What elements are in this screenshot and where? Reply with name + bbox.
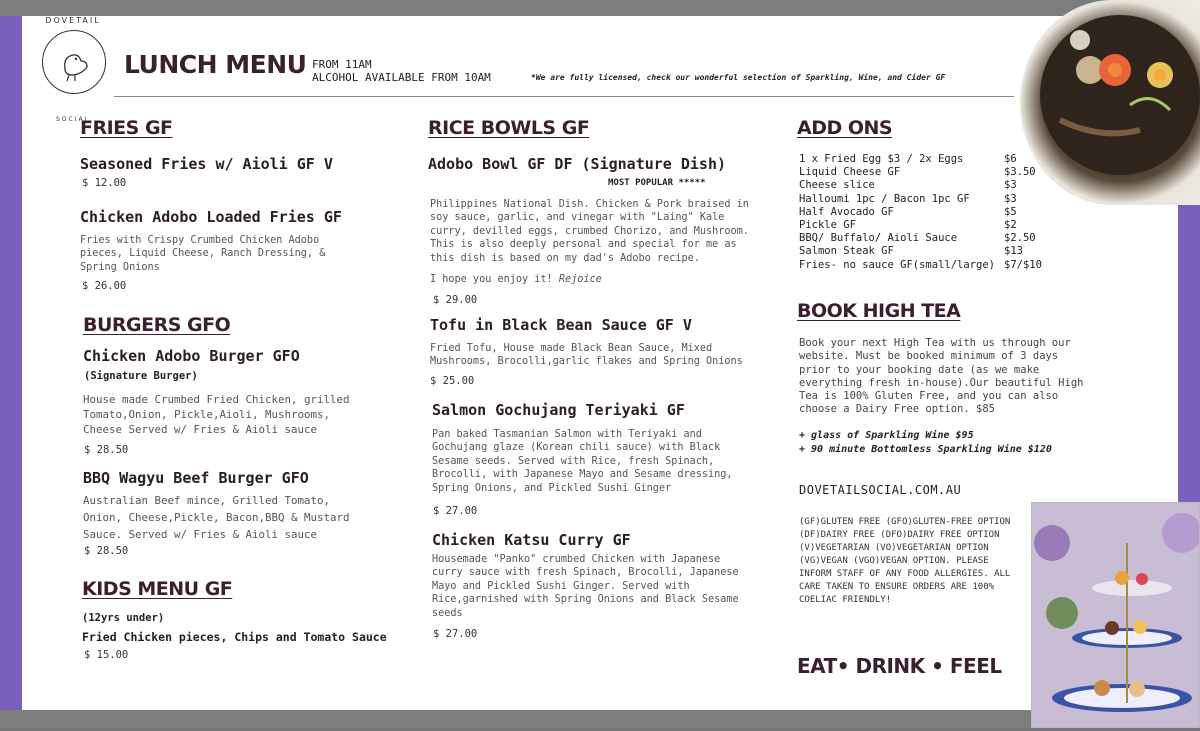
addon-name: Salmon Steak GF: [799, 245, 894, 258]
rice-4-name: Chicken Katsu Curry GF: [432, 531, 631, 549]
rice-1-desc2: [430, 273, 760, 286]
addon-row: [799, 206, 1059, 219]
addon-row: [799, 219, 1059, 232]
addon-row: [799, 259, 1059, 272]
bottom-border: [0, 710, 1200, 728]
rice-2-desc: Fried Tofu, House made Black Bean Sauce, Mixed Mushrooms, Brocolli,garlic flakes and Spring Onions: [430, 343, 743, 368]
addons-heading: ADD ONS: [797, 117, 893, 139]
burger-1-desc: House made Crumbed Fried Chicken, grilled Tomato,Onion, Pickle,Aioli, Mushrooms, Cheese Served w/ Fries & Aioli sauce: [83, 393, 350, 436]
addon-name: Pickle GF: [799, 219, 856, 232]
addons-list: [799, 153, 1059, 272]
hightea-option-1: + glass of Sparkling Wine $95: [799, 430, 974, 441]
addon-price: $2.50: [1004, 232, 1036, 245]
addon-row: [799, 193, 1059, 206]
addon-name: 1 x Fried Egg $3 / 2x Eggs: [799, 153, 964, 165]
hours-from: FROM 11AM: [312, 58, 372, 71]
rice-3-desc: Pan baked Tasmanian Salmon with Teriyaki and Gochujang glaze (Korean chili sauce) with Black Sesame seeds. Served with Rice, fresh Spinach, Brocolli, with Japanese Mayo and Sesame dressing, Spring Onions, and Pickled Sushi Ginger: [432, 429, 733, 494]
rice-1-desc2-text: I hope you enjoy it!: [430, 274, 553, 285]
addon-price: $5: [1004, 205, 1017, 218]
licensed-note: *We are fully licensed, check our wonderful selection of Sparkling, Wine, and Cider GF: [531, 73, 946, 82]
kids-sub: (12yrs under): [82, 612, 165, 624]
addon-price: $6: [1004, 153, 1017, 165]
rice-2-name: Tofu in Black Bean Sauce GF V: [430, 316, 692, 334]
rice-1-price: $ 29.00: [433, 294, 478, 306]
addon-name: BBQ/ Buffalo/ Aioli Sauce: [799, 232, 958, 245]
burger-2-price: $ 28.50: [84, 545, 129, 557]
burger-2-desc: Australian Beef mince, Grilled Tomato, Onion, Cheese,Pickle, Bacon,BBQ & Mustard Sauce. Served w/ Fries & Aioli sauce: [83, 494, 350, 541]
addon-price: $7/$10: [1004, 258, 1042, 271]
logo-brand-top: DOVETAIL: [45, 16, 101, 25]
rice-4-price: $ 27.00: [433, 628, 478, 640]
rice-1-badge: MOST POPULAR *****: [608, 178, 706, 188]
burger-1-name: Chicken Adobo Burger GFO: [83, 347, 300, 365]
tagline: EAT• DRINK • FEEL: [797, 654, 1002, 678]
dovetail-logo: [42, 30, 106, 94]
addon-price: $3.50: [1004, 166, 1036, 179]
addon-row: [799, 179, 1059, 192]
addon-name: Fries- no sauce GF(small/large): [799, 258, 995, 271]
addon-name: Cheese slice: [799, 179, 875, 192]
left-purple-band: [0, 16, 22, 710]
rice-3-name: Salmon Gochujang Teriyaki GF: [432, 401, 685, 419]
website-link[interactable]: DOVETAILSOCIAL.COM.AU: [799, 483, 962, 497]
rice-4-desc: Housemade "Panko" crumbed Chicken with Japanese curry sauce with fresh Spinach, Brocolli, Japanese Mayo and Pickled Sushi Ginger. Served with Rice,garnished with Spring Onions and Black Sesame seeds: [432, 554, 739, 619]
fries-item-1-name: Seasoned Fries w/ Aioli GF V: [80, 155, 333, 173]
addon-price: $13: [1004, 245, 1023, 258]
addon-name: Liquid Cheese GF: [799, 166, 901, 179]
fries-heading: FRIES GF: [80, 117, 173, 139]
kids-item: Fried Chicken pieces, Chips and Tomato Sauce: [82, 630, 387, 644]
rice-3-price: $ 27.00: [433, 505, 478, 517]
burgers-heading: BURGERS GFO: [83, 314, 231, 336]
page-title: LUNCH MENU: [124, 50, 307, 79]
top-border: [0, 0, 1200, 16]
addon-row: [799, 166, 1059, 179]
burger-1-price: $ 28.50: [84, 444, 129, 456]
rice-2-price: $ 25.00: [430, 375, 475, 387]
hightea-heading: BOOK HIGH TEA: [797, 300, 961, 322]
addon-price: $3: [1004, 179, 1017, 192]
rice-heading: RICE BOWLS GF: [428, 117, 590, 139]
dietary-legend: (GF)GLUTEN FREE (GFO)GLUTEN-FREE OPTION (DF)DAIRY FREE (DFO)DAIRY FREE OPTION (V)VEGETARIAN (VO)VEGETARIAN OPTION (VG)VEGAN (VGO)VEGAN OPTION. PLEASE INFORM STAFF OF ANY FOOD ALLERGIES. ALL CARE TAKEN TO ENSURE ORDERS ARE 100% COELIAC FRIENDLY!: [799, 517, 1011, 605]
addon-name: Half Avocado GF: [799, 205, 894, 218]
kids-heading: KIDS MENU GF: [82, 578, 233, 600]
addon-name: Halloumi 1pc / Bacon 1pc GF: [799, 192, 970, 205]
addon-price: $2: [1004, 219, 1017, 232]
fries-item-2-price: $ 26.00: [82, 280, 127, 292]
hightea-desc: Book your next High Tea with us through our website. Must be booked minimum of 3 days prior to your booking date (as we make everything fresh in-house).Our beautiful High Tea is 100% Gluten Free, and you can also choose a Dairy Free option. $85: [799, 337, 1084, 416]
fries-item-1-price: $ 12.00: [82, 177, 127, 189]
alcohol-hours: ALCOHOL AVAILABLE FROM 10AM: [312, 71, 491, 84]
addon-row: [799, 245, 1059, 258]
burger-1-sub: (Signature Burger): [84, 370, 198, 382]
fries-item-2-name: Chicken Adobo Loaded Fries GF: [80, 208, 342, 226]
rice-1-name: Adobo Bowl GF DF (Signature Dish): [428, 155, 727, 173]
logo-brand-bottom: SOCIAL: [56, 116, 90, 123]
addon-row: [799, 232, 1059, 245]
rice-1-desc: Philippines National Dish. Chicken & Pork braised in soy sauce, garlic, and vinegar with "Laing" Kale curry, devilled eggs, crumbed Chorizo, and Mushroom. This is also deeply personal and special for me as this dish is based on my dad's Adobo recipe.: [430, 199, 749, 264]
fries-item-2-desc: Fries with Crispy Crumbed Chicken Adobo pieces, Liquid Cheese, Ranch Dressing, & Spring Onions: [80, 235, 326, 273]
burger-2-name: BBQ Wagyu Beef Burger GFO: [83, 469, 309, 487]
high-tea-photo: [1031, 502, 1200, 728]
hightea-option-2: + 90 minute Bottomless Sparkling Wine $120: [799, 444, 1052, 455]
addon-row: [799, 153, 1059, 166]
header-divider: [114, 96, 1014, 97]
addon-price: $3: [1004, 192, 1017, 205]
kids-price: $ 15.00: [84, 649, 129, 661]
rice-1-desc2-em: Rejoice: [558, 274, 602, 285]
